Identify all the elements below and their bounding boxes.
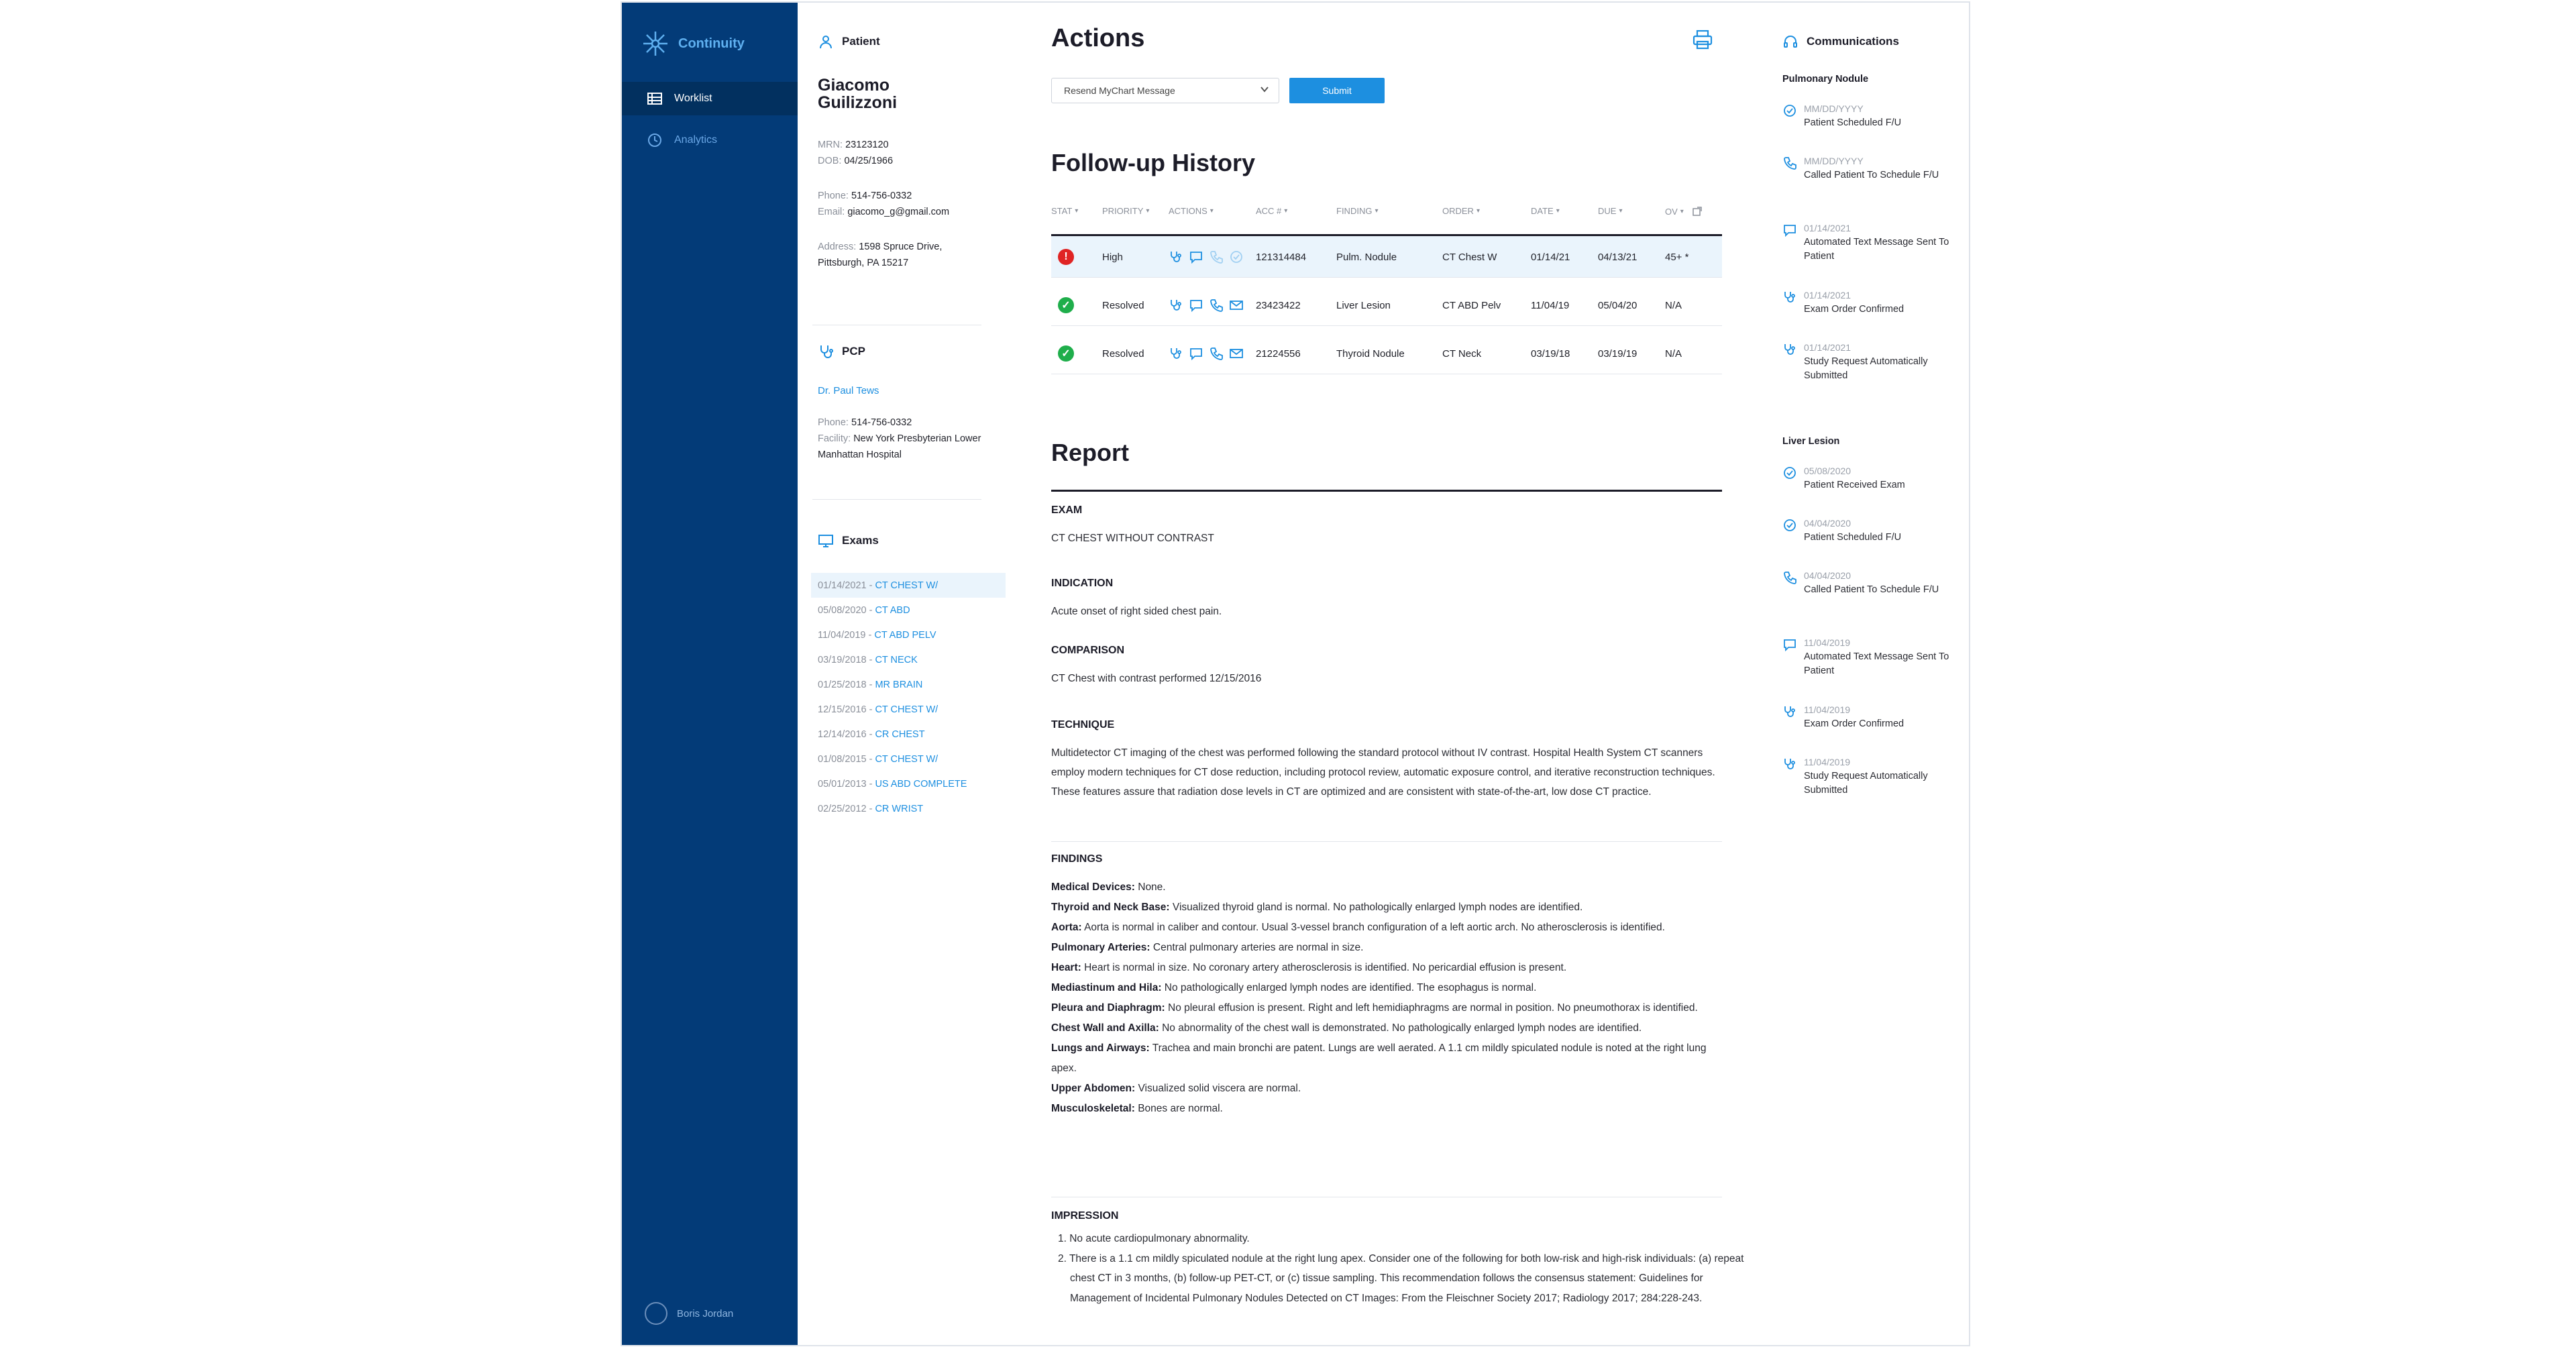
due-cell: 03/19/19 bbox=[1598, 347, 1638, 360]
exam-item[interactable] bbox=[811, 647, 1006, 672]
comm-event-text: Automated Text Message Sent To Patient bbox=[1804, 237, 1949, 262]
stethoscope-icon[interactable] bbox=[1169, 298, 1183, 313]
finding-cell: Thyroid Nodule bbox=[1336, 347, 1405, 360]
col-acc[interactable]: ACC # ▾ bbox=[1256, 206, 1288, 216]
finding-label: Chest Wall and Axilla: bbox=[1051, 1022, 1159, 1034]
sidebar-item-worklist[interactable] bbox=[622, 82, 798, 115]
stethoscope-icon bbox=[1782, 704, 1797, 719]
comm-event bbox=[1782, 154, 1964, 182]
check-circle-icon bbox=[1782, 518, 1797, 533]
comm-event-text: Study Request Automatically Submitted bbox=[1804, 771, 1928, 796]
avatar bbox=[645, 1302, 667, 1325]
report-impression bbox=[1051, 1210, 1744, 1308]
findings-heading: FINDINGS bbox=[1051, 853, 1103, 865]
pcp-details: Phone: 514-756-0332 Facility: New York Presbyterian Lower Manhattan Hospital bbox=[818, 417, 981, 460]
ov-cell: N/A bbox=[1665, 347, 1682, 360]
priority-cell: High bbox=[1102, 251, 1123, 263]
patient-ids: MRN: 23123120 DOB: 04/25/1966 bbox=[818, 140, 894, 166]
table-row[interactable] bbox=[1051, 236, 1722, 278]
stethoscope-icon[interactable] bbox=[1169, 250, 1183, 264]
divider bbox=[812, 499, 981, 500]
exam-heading: EXAM bbox=[1051, 504, 1083, 516]
finding-item: Mediastinum and Hila: No pathologically enlarged lymph nodes are identified. The esophagus is normal. bbox=[1051, 982, 1537, 993]
action-select[interactable]: Resend MyChart Message bbox=[1051, 78, 1279, 103]
check-icon: ✓ bbox=[1058, 297, 1074, 313]
order-cell: CT ABD Pelv bbox=[1442, 299, 1501, 311]
exam-list bbox=[811, 573, 1006, 821]
sidebar-item-label: Worklist bbox=[674, 93, 712, 104]
finding-item: Medical Devices: None. bbox=[1051, 881, 1166, 893]
report-technique bbox=[1051, 719, 1722, 802]
col-due[interactable]: DUE ▾ bbox=[1598, 206, 1623, 216]
submit-button[interactable]: Submit bbox=[1289, 78, 1385, 103]
order-cell: CT Chest W bbox=[1442, 251, 1497, 263]
finding-label: Pleura and Diaphragm: bbox=[1051, 1002, 1165, 1014]
comm-event-text: Automated Text Message Sent To Patient bbox=[1804, 651, 1949, 676]
phone-icon bbox=[1782, 156, 1797, 170]
indication-text: Acute onset of right sided chest pain. bbox=[1051, 606, 1222, 617]
stethoscope-icon bbox=[818, 343, 834, 360]
check-circle-icon[interactable] bbox=[1229, 250, 1244, 264]
email-value: giacomo_g@gmail.com bbox=[847, 207, 950, 217]
user-name: Boris Jordan bbox=[677, 1307, 734, 1319]
actions-title: Actions bbox=[1051, 24, 1145, 52]
exam-item[interactable] bbox=[811, 623, 1006, 647]
check-icon: ✓ bbox=[1058, 345, 1074, 362]
pcp-section-title: PCP bbox=[818, 343, 865, 360]
exam-date: 05/01/2013 - bbox=[818, 778, 873, 790]
comm-event-text: Called Patient To Schedule F/U bbox=[1804, 170, 1939, 180]
indication-heading: INDICATION bbox=[1051, 578, 1114, 589]
phone-value: 514-756-0332 bbox=[851, 191, 912, 201]
stethoscope-icon bbox=[1782, 290, 1797, 305]
comm-event-text: Patient Scheduled F/U bbox=[1804, 117, 1902, 128]
col-order[interactable]: ORDER ▾ bbox=[1442, 206, 1480, 216]
exam-date: 03/19/2018 - bbox=[818, 654, 873, 665]
report-title: Report bbox=[1051, 439, 1129, 466]
date-cell: 01/14/21 bbox=[1531, 251, 1570, 263]
pcp-facility: New York Presbyterian Lower Manhattan Hospital bbox=[818, 433, 981, 460]
exam-type: MR BRAIN bbox=[875, 679, 923, 690]
table-row[interactable] bbox=[1051, 284, 1722, 326]
exam-type: CT ABD bbox=[875, 604, 910, 616]
comm-event-date: 01/14/2021 bbox=[1804, 342, 1851, 353]
report-indication bbox=[1051, 578, 1722, 621]
phone-icon[interactable] bbox=[1209, 346, 1224, 361]
stethoscope-icon bbox=[1782, 757, 1797, 771]
comm-event-text: Exam Order Confirmed bbox=[1804, 718, 1904, 729]
phone-icon[interactable] bbox=[1209, 298, 1224, 313]
report-exam bbox=[1051, 504, 1722, 548]
chat-icon[interactable] bbox=[1189, 298, 1203, 313]
app-window bbox=[621, 1, 1970, 1346]
list-icon bbox=[647, 93, 662, 105]
exam-item[interactable] bbox=[811, 672, 1006, 697]
technique-heading: TECHNIQUE bbox=[1051, 719, 1115, 731]
ov-cell: N/A bbox=[1665, 299, 1682, 311]
finding-label: Medical Devices: bbox=[1051, 881, 1135, 893]
comm-group-title: Liver Lesion bbox=[1782, 436, 1840, 447]
stat-cell bbox=[1058, 284, 1074, 326]
impression-item: 1. No acute cardiopulmonary abnormality. bbox=[1058, 1233, 1250, 1244]
exam-type: CR WRIST bbox=[875, 803, 924, 814]
comm-event-date: 01/14/2021 bbox=[1804, 290, 1851, 301]
pcp-phone: 514-756-0332 bbox=[851, 417, 912, 428]
exam-type: US ABD COMPLETE bbox=[875, 778, 967, 790]
report-divider bbox=[1051, 841, 1722, 842]
finding-item: Thyroid and Neck Base: Visualized thyroid gland is normal. No pathologically enlarged lymph nodes are identified. bbox=[1051, 902, 1583, 913]
comm-event-date: 01/14/2021 bbox=[1804, 223, 1851, 233]
exams-section-title: Exams bbox=[818, 533, 879, 549]
exam-type: CT ABD PELV bbox=[874, 629, 936, 641]
impression-heading: IMPRESSION bbox=[1051, 1210, 1119, 1222]
exam-item[interactable] bbox=[811, 771, 1006, 796]
chevron-down-icon bbox=[1260, 85, 1269, 94]
finding-label: Musculoskeletal: bbox=[1051, 1103, 1135, 1114]
report-rule bbox=[1051, 490, 1722, 492]
due-cell: 05/04/20 bbox=[1598, 299, 1638, 311]
col-actions[interactable]: ACTIONS ▾ bbox=[1169, 206, 1214, 216]
finding-label: Thyroid and Neck Base: bbox=[1051, 902, 1170, 913]
export-icon[interactable] bbox=[1692, 206, 1703, 217]
stat-cell bbox=[1058, 333, 1074, 374]
chat-icon[interactable] bbox=[1189, 346, 1203, 361]
comm-event-date: 04/04/2020 bbox=[1804, 570, 1851, 581]
exam-type: CT CHEST W/ bbox=[875, 580, 938, 591]
exam-item[interactable] bbox=[811, 747, 1006, 771]
comm-event bbox=[1782, 755, 1964, 798]
impression-list bbox=[1051, 1229, 1749, 1308]
person-icon bbox=[818, 34, 834, 50]
chat-icon bbox=[1782, 223, 1797, 237]
exam-item[interactable] bbox=[811, 697, 1006, 722]
finding-label: Pulmonary Arteries: bbox=[1051, 942, 1150, 953]
communications-title: Communications bbox=[1782, 34, 1899, 50]
comm-event bbox=[1782, 102, 1964, 130]
report-comparison bbox=[1051, 645, 1722, 688]
patient-contact: Phone: 514-756-0332 Email: giacomo_g@gmail.com bbox=[818, 191, 950, 217]
finding-label: Lungs and Airways: bbox=[1051, 1042, 1150, 1054]
acc-cell: 21224556 bbox=[1256, 347, 1301, 360]
finding-label: Upper Abdomen: bbox=[1051, 1083, 1136, 1094]
finding-item: Chest Wall and Axilla: No abnormality of the chest wall is demonstrated. No pathologically enlarged lymph nodes are identified. bbox=[1051, 1022, 1642, 1034]
finding-item: Upper Abdomen: Visualized solid viscera are normal. bbox=[1051, 1083, 1301, 1094]
address-value: 1598 Spruce Drive, Pittsburgh, PA 15217 bbox=[818, 241, 943, 268]
stethoscope-icon bbox=[1782, 342, 1797, 357]
col-date[interactable]: DATE ▾ bbox=[1531, 206, 1560, 216]
finding-item: Musculoskeletal: Bones are normal. bbox=[1051, 1103, 1223, 1114]
date-cell: 11/04/19 bbox=[1531, 299, 1570, 311]
finding-label: Mediastinum and Hila: bbox=[1051, 982, 1162, 993]
ov-cell: 45+ * bbox=[1665, 251, 1689, 263]
impression-item: 2. There is a 1.1 cm mildly spiculated nodule at the right lung apex. Consider one of the following for both low-risk and high-risk individuals: (a) repeat chest CT in 3 months, (b) follow-up PET-CT, or (c) tissue sampling. This recommendation follows the consensus statement: Guidelines for Management of Incidental Pulmonary Nodules Detected on CT Images: From the Fleischner Society 2017; Radiology 2017; 284:228-243. bbox=[1058, 1252, 1744, 1304]
report-findings bbox=[1051, 853, 1722, 1119]
col-ov[interactable]: OV ▾ bbox=[1665, 206, 1703, 217]
exam-item[interactable] bbox=[811, 573, 1006, 598]
comm-event-text: Called Patient To Schedule F/U bbox=[1804, 584, 1939, 595]
exam-type: CT CHEST W/ bbox=[875, 753, 938, 765]
check-circle-icon bbox=[1782, 466, 1797, 480]
comm-event bbox=[1782, 703, 1964, 731]
phone-icon bbox=[1782, 570, 1797, 585]
patient-name: Giacomo Guilizzoni bbox=[818, 76, 898, 112]
exam-date: 01/25/2018 - bbox=[818, 679, 873, 690]
main-content bbox=[1051, 3, 1744, 1345]
acc-cell: 121314484 bbox=[1256, 251, 1307, 263]
comm-event-date: MM/DD/YYYY bbox=[1804, 103, 1864, 114]
actions-cell bbox=[1169, 236, 1244, 278]
communications-panel bbox=[1776, 3, 1970, 1345]
comm-event-text: Patient Received Exam bbox=[1804, 480, 1905, 490]
exam-date: 12/14/2016 - bbox=[818, 729, 873, 740]
finding-cell: Liver Lesion bbox=[1336, 299, 1391, 311]
chat-icon bbox=[1782, 637, 1797, 652]
dob-value: 04/25/1966 bbox=[844, 156, 894, 166]
comm-event-date: MM/DD/YYYY bbox=[1804, 156, 1864, 166]
comm-group-title: Pulmonary Nodule bbox=[1782, 74, 1869, 85]
finding-item: Pleura and Diaphragm: No pleural effusion is present. Right and left hemidiaphragms are normal in position. No pneumothorax is identified. bbox=[1051, 1002, 1698, 1014]
due-cell: 04/13/21 bbox=[1598, 251, 1638, 263]
phone-icon[interactable] bbox=[1209, 250, 1224, 264]
comm-event bbox=[1782, 517, 1964, 545]
comm-event-date: 11/04/2019 bbox=[1804, 757, 1851, 767]
order-cell: CT Neck bbox=[1442, 347, 1482, 360]
patient-address: Address: 1598 Spruce Drive, Pittsburgh, PA 15217 bbox=[818, 241, 943, 268]
user-profile[interactable] bbox=[645, 1302, 733, 1325]
col-stat[interactable]: STAT ▾ bbox=[1051, 206, 1079, 216]
comparison-heading: COMPARISON bbox=[1051, 645, 1125, 656]
comm-event-date: 04/04/2020 bbox=[1804, 518, 1851, 529]
followup-table-header bbox=[1051, 206, 1722, 226]
exam-date: 01/14/2021 - bbox=[818, 580, 873, 591]
patient-section-title: Patient bbox=[818, 34, 880, 50]
exam-type: CR CHEST bbox=[875, 729, 925, 740]
findings-list bbox=[1051, 877, 1722, 1119]
finding-label: Heart: bbox=[1051, 962, 1081, 973]
printer-icon[interactable] bbox=[1692, 30, 1713, 50]
finding-item: Pulmonary Arteries: Central pulmonary arteries are normal in size. bbox=[1051, 942, 1364, 953]
check-circle-icon bbox=[1782, 103, 1797, 118]
comm-event-date: 05/08/2020 bbox=[1804, 466, 1851, 476]
exam-item[interactable] bbox=[811, 722, 1006, 747]
exam-date: 12/15/2016 - bbox=[818, 704, 873, 715]
actions-cell bbox=[1169, 333, 1244, 374]
mail-icon[interactable] bbox=[1229, 298, 1244, 313]
col-priority[interactable]: PRIORITY ▾ bbox=[1102, 206, 1150, 216]
mrn-value: 23123120 bbox=[845, 140, 889, 150]
alert-icon: ! bbox=[1058, 249, 1074, 265]
comm-event-text: Study Request Automatically Submitted bbox=[1804, 356, 1928, 381]
table-row[interactable] bbox=[1051, 333, 1722, 374]
finding-item: Aorta: Aorta is normal in caliber and contour. Usual 3-vessel branch configuration of a left aortic arch. No atherosclerosis is identified. bbox=[1051, 922, 1665, 933]
comm-event-date: 11/04/2019 bbox=[1804, 637, 1851, 648]
pcp-doctor-link[interactable]: Dr. Paul Tews bbox=[818, 385, 879, 396]
comm-event bbox=[1782, 636, 1964, 678]
comm-event bbox=[1782, 569, 1964, 597]
sidebar-item-analytics[interactable] bbox=[622, 123, 798, 157]
col-finding[interactable]: FINDING ▾ bbox=[1336, 206, 1379, 216]
exam-item[interactable] bbox=[811, 796, 1006, 821]
exam-text: CT CHEST WITHOUT CONTRAST bbox=[1051, 533, 1214, 544]
comm-event bbox=[1782, 221, 1964, 264]
acc-cell: 23423422 bbox=[1256, 299, 1301, 311]
priority-cell: Resolved bbox=[1102, 299, 1144, 311]
actions-cell bbox=[1169, 284, 1244, 326]
patient-panel bbox=[798, 3, 996, 1345]
chat-icon[interactable] bbox=[1189, 250, 1203, 264]
exam-date: 11/04/2019 - bbox=[818, 629, 872, 641]
sidebar bbox=[622, 3, 798, 1345]
mail-icon[interactable] bbox=[1229, 346, 1244, 361]
priority-cell: Resolved bbox=[1102, 347, 1144, 360]
brand-name: Continuity bbox=[678, 36, 745, 51]
comm-event-date: 11/04/2019 bbox=[1804, 704, 1851, 715]
clock-icon bbox=[647, 133, 662, 148]
exam-date: 01/08/2015 - bbox=[818, 753, 873, 765]
stat-cell bbox=[1058, 236, 1074, 278]
logo-icon bbox=[642, 30, 669, 57]
exam-item[interactable] bbox=[811, 598, 1006, 623]
followup-title: Follow-up History bbox=[1051, 149, 1255, 176]
stethoscope-icon[interactable] bbox=[1169, 346, 1183, 361]
exam-type: CT CHEST W/ bbox=[875, 704, 938, 715]
technique-text: Multidetector CT imaging of the chest was performed following the standard protocol without IV contrast. Hospital Health System CT scanners employ modern techniques for CT dose reduction, including protocol review, automatic exposure control, and iterative reconstruction techniques. These features assure that radiation dose levels in CT are optimized and are consistent with state-of-the-art, low dose CT practice. bbox=[1051, 747, 1715, 798]
comm-event bbox=[1782, 341, 1964, 383]
comm-event bbox=[1782, 464, 1964, 492]
finding-cell: Pulm. Nodule bbox=[1336, 251, 1397, 263]
headset-icon bbox=[1782, 34, 1799, 50]
date-cell: 03/19/18 bbox=[1531, 347, 1570, 360]
exam-date: 02/25/2012 - bbox=[818, 803, 873, 814]
sidebar-item-label: Analytics bbox=[674, 134, 718, 146]
exam-type: CT NECK bbox=[875, 654, 918, 665]
comm-event-text: Exam Order Confirmed bbox=[1804, 304, 1904, 315]
finding-item: Lungs and Airways: Trachea and main bronchi are patent. Lungs are well aerated. A 1.1 cm mildly spiculated nodule is noted at the right lung apex. bbox=[1051, 1042, 1707, 1074]
finding-label: Aorta: bbox=[1051, 922, 1082, 933]
exam-date: 05/08/2020 - bbox=[818, 604, 873, 616]
comm-event-text: Patient Scheduled F/U bbox=[1804, 532, 1902, 543]
comparison-text: CT Chest with contrast performed 12/15/2016 bbox=[1051, 673, 1262, 684]
comm-event bbox=[1782, 288, 1964, 317]
finding-item: Heart: Heart is normal in size. No coronary artery atherosclerosis is identified. No pericardial effusion is present. bbox=[1051, 962, 1567, 973]
monitor-icon bbox=[818, 533, 834, 549]
brand[interactable] bbox=[642, 30, 745, 58]
